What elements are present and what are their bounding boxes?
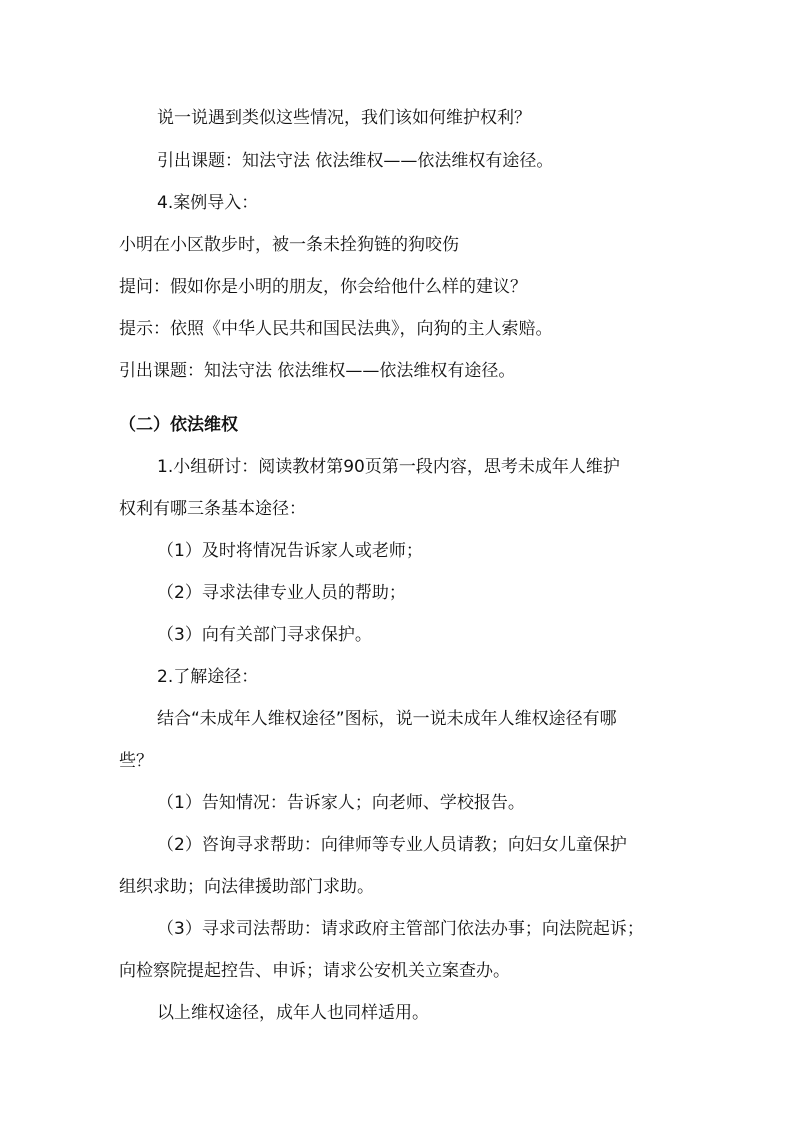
text-line: 些？ [119, 751, 153, 771]
text-line: 引出课题：知法守法 依法维权——依法维权有途径。 [119, 361, 516, 381]
text-line: 提问：假如你是小明的朋友，你会给他什么样的建议？ [119, 277, 527, 297]
text-line: 权利有哪三条基本途径： [119, 499, 306, 519]
text-line: 小明在小区散步时，被一条未拴狗链的狗咬伤 [119, 235, 459, 255]
text-line: 以上维权途径，成年人也同样适用。 [157, 1003, 429, 1023]
text-line: 结合“未成年人维权途径”图标，说一说未成年人维权途径有哪 [157, 709, 617, 729]
text-line: 1.小组研讨：阅读教材第90页第一段内容，思考未成年人维护 [157, 457, 620, 477]
list-item: （3）寻求司法帮助：请求政府主管部门依法办事；向法院起诉； [157, 919, 644, 939]
list-item: （1）告知情况：告诉家人；向老师、学校报告。 [157, 793, 525, 813]
list-item: （2）咨询寻求帮助：向律师等专业人员请教；向妇女儿童保护 [157, 835, 627, 855]
section-heading: （二）依法维权 [119, 415, 238, 435]
text-line: 2.了解途径： [157, 667, 259, 687]
list-item: （1）及时将情况告诉家人或老师； [157, 541, 423, 561]
text-line: 提示：依照《中华人民共和国民法典》，向狗的主人索赔。 [119, 319, 553, 339]
list-item: （3）向有关部门寻求保护。 [157, 625, 372, 645]
text-line: 组织求助；向法律援助部门求助。 [119, 877, 374, 897]
text-line: 向检察院提起控告、申诉；请求公安机关立案查办。 [119, 961, 510, 981]
text-line: 说一说遇到类似这些情况，我们该如何维护权利？ [157, 108, 531, 128]
text-line: 4.案例导入： [157, 193, 259, 213]
list-item: （2）寻求法律专业人员的帮助； [157, 583, 406, 603]
text-line: 引出课题：知法守法 依法维权——依法维权有途径。 [157, 151, 554, 171]
